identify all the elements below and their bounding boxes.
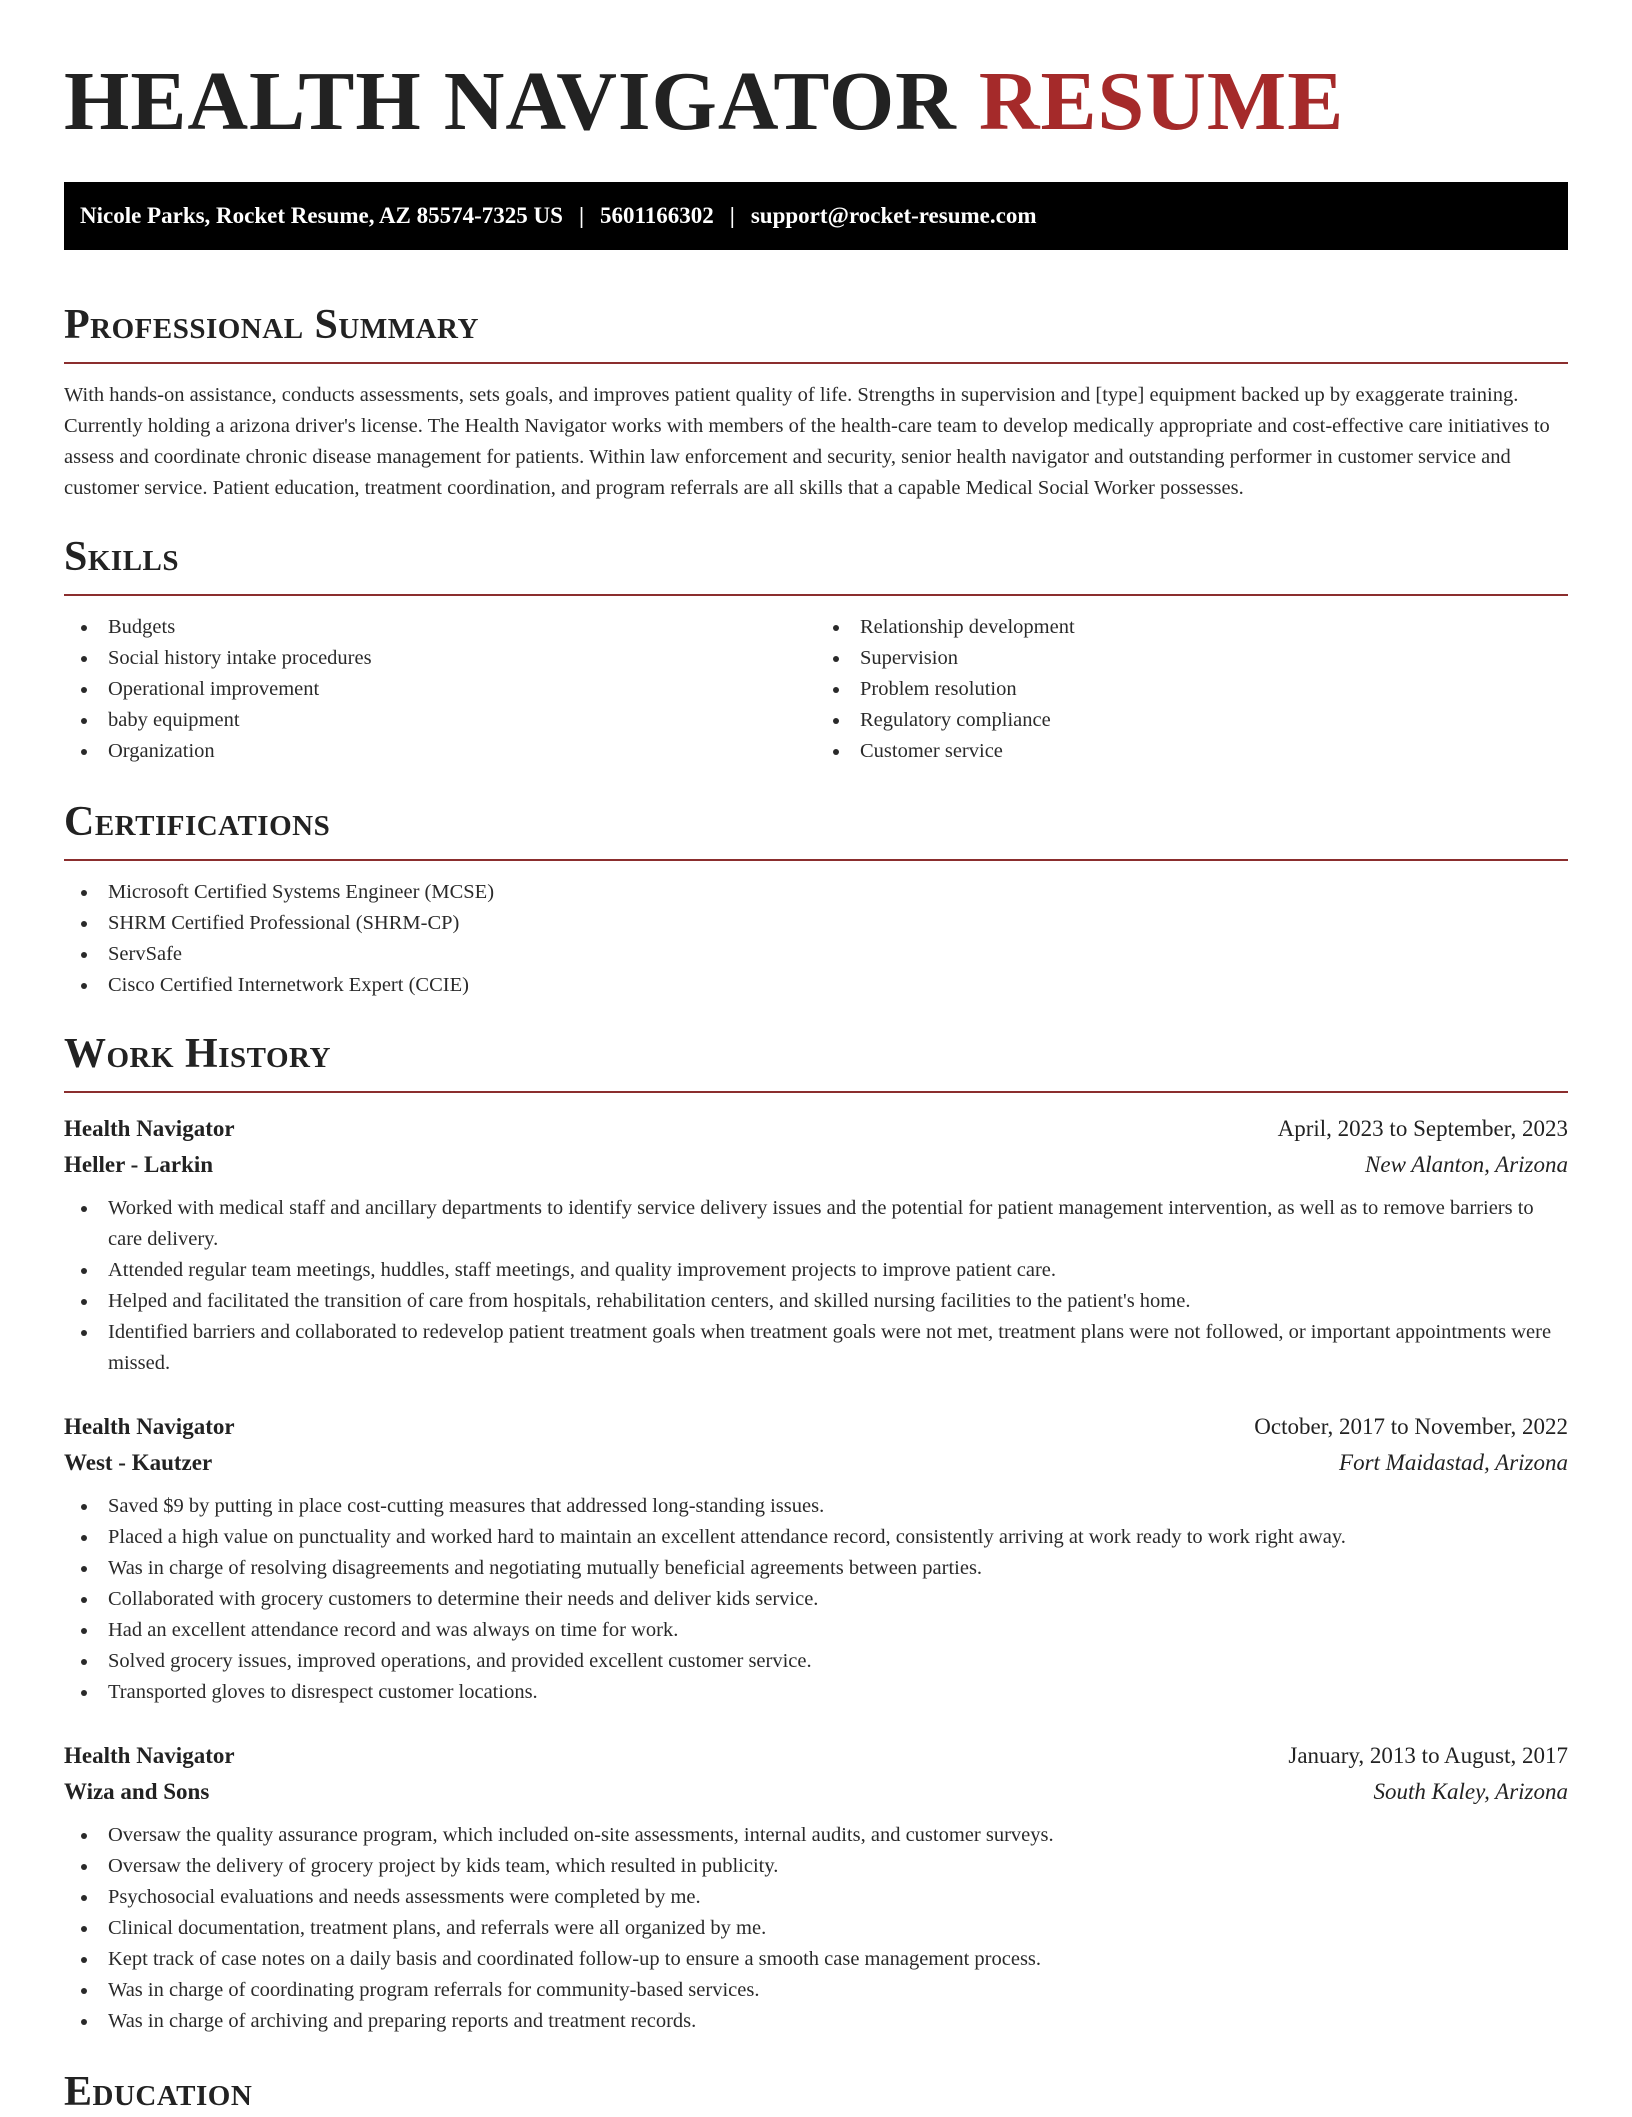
job-duty: Psychosocial evaluations and needs assessments were completed by me. bbox=[64, 1882, 1568, 1913]
job-dates: April, 2023 to September, 2023 bbox=[1277, 1116, 1568, 1141]
education-section bbox=[64, 2067, 1568, 2117]
job-duty: Helped and facilitated the transition of care from hospitals, rehabilitation centers, and skilled nursing facilities to the patient's home. bbox=[64, 1286, 1568, 1317]
job-duty: Kept track of case notes on a daily basis and coordinated follow-up to ensure a smooth case management process. bbox=[64, 1944, 1568, 1975]
summary-section bbox=[64, 300, 1568, 504]
job-header-row bbox=[64, 1738, 1568, 1774]
job-duty: Placed a high value on punctuality and worked hard to maintain an excellent attendance record, consistently arriving at work ready to work right away. bbox=[64, 1522, 1568, 1553]
job-header-row bbox=[64, 1409, 1568, 1445]
job-duty: Identified barriers and collaborated to redevelop patient treatment goals when treatment goals were not met, treatment plans were not followed, or important appointments were missed. bbox=[64, 1317, 1568, 1379]
skill-item: Organization bbox=[64, 736, 816, 767]
job-title: Health Navigator bbox=[64, 1116, 235, 1141]
job-dates: October, 2017 to November, 2022 bbox=[1254, 1414, 1568, 1439]
job-dates: January, 2013 to August, 2017 bbox=[1288, 1743, 1568, 1768]
job-duty: Clinical documentation, treatment plans, and referrals were all organized by me. bbox=[64, 1913, 1568, 1944]
job-duty: Worked with medical staff and ancillary departments to identify service delivery issues and the potential for patient management intervention, as well as to remove barriers to care delivery. bbox=[64, 1193, 1568, 1255]
job-duty: Collaborated with grocery customers to determine their needs and deliver kids service. bbox=[64, 1584, 1568, 1615]
certification-item: SHRM Certified Professional (SHRM-CP) bbox=[64, 908, 1568, 939]
section-divider bbox=[64, 362, 1568, 364]
job-company: Heller - Larkin bbox=[64, 1152, 214, 1177]
skill-item: Supervision bbox=[816, 643, 1568, 674]
skill-item: Budgets bbox=[64, 612, 816, 643]
skills-list-left bbox=[64, 612, 816, 767]
skill-item: Social history intake procedures bbox=[64, 643, 816, 674]
job-duty: Was in charge of coordinating program referrals for community-based services. bbox=[64, 1975, 1568, 2006]
job-duty: Attended regular team meetings, huddles, staff meetings, and quality improvement projects to improve patient care. bbox=[64, 1255, 1568, 1286]
job-company-row bbox=[64, 1774, 1568, 1810]
contact-name-address: Nicole Parks, Rocket Resume, AZ 85574-7325 US bbox=[80, 203, 563, 228]
certifications-heading: Certifications bbox=[64, 799, 331, 845]
skill-item: Relationship development bbox=[816, 612, 1568, 643]
job-duty: Solved grocery issues, improved operations, and provided excellent customer service. bbox=[64, 1646, 1568, 1677]
job-entry bbox=[64, 1111, 1568, 1379]
job-company: West - Kautzer bbox=[64, 1450, 213, 1475]
job-entry bbox=[64, 1738, 1568, 2037]
certifications-section bbox=[64, 797, 1568, 1001]
job-duty: Had an excellent attendance record and was always on time for work. bbox=[64, 1615, 1568, 1646]
section-divider bbox=[64, 594, 1568, 596]
section-divider bbox=[64, 859, 1568, 861]
certifications-list bbox=[64, 877, 1568, 1001]
job-duty: Was in charge of archiving and preparing reports and treatment records. bbox=[64, 2006, 1568, 2037]
education-heading: Education bbox=[64, 2069, 253, 2115]
job-company: Wiza and Sons bbox=[64, 1779, 210, 1804]
title-accent: RESUME bbox=[978, 55, 1345, 148]
contact-separator: | bbox=[578, 203, 585, 228]
job-duties bbox=[64, 1491, 1568, 1708]
section-divider bbox=[64, 1091, 1568, 1093]
skills-section bbox=[64, 532, 1568, 767]
job-duties bbox=[64, 1820, 1568, 2037]
job-duty: Transported gloves to disrespect customer locations. bbox=[64, 1677, 1568, 1708]
job-company-row bbox=[64, 1445, 1568, 1481]
job-location: South Kaley, Arizona bbox=[1373, 1779, 1568, 1804]
contact-phone: 5601166302 bbox=[600, 203, 714, 228]
contact-email: support@rocket-resume.com bbox=[750, 203, 1037, 228]
certification-item: Microsoft Certified Systems Engineer (MCSE) bbox=[64, 877, 1568, 908]
job-location: New Alanton, Arizona bbox=[1365, 1152, 1568, 1177]
job-duty: Oversaw the quality assurance program, which included on-site assessments, internal audits, and customer surveys. bbox=[64, 1820, 1568, 1851]
job-title: Health Navigator bbox=[64, 1743, 235, 1768]
work-history-section bbox=[64, 1029, 1568, 2037]
summary-text: With hands-on assistance, conducts assessments, sets goals, and improves patient quality of life. Strengths in supervision and [type] equipment backed up by exaggerate training. Currently holding a arizona driver's license. The Health Navigator works with members of the health-care team to develop medically appropriate and cost-effective care initiatives to assess and coordinate chronic disease management for patients. Within law enforcement and security, senior health navigator and outstanding performer in customer service and customer service. Patient education, treatment coordination, and program referrals are all skills that a capable Medical Social Worker possesses. bbox=[64, 384, 1550, 499]
job-location: Fort Maidastad, Arizona bbox=[1339, 1450, 1568, 1475]
resume-title bbox=[64, 0, 1568, 150]
title-main: HEALTH NAVIGATOR bbox=[64, 55, 957, 148]
job-duty: Oversaw the delivery of grocery project by kids team, which resulted in publicity. bbox=[64, 1851, 1568, 1882]
skill-item: Regulatory compliance bbox=[816, 705, 1568, 736]
skill-item: Problem resolution bbox=[816, 674, 1568, 705]
summary-heading: Professional Summary bbox=[64, 302, 479, 348]
job-duty: Was in charge of resolving disagreements and negotiating mutually beneficial agreements between parties. bbox=[64, 1553, 1568, 1584]
work-history-heading: Work History bbox=[64, 1031, 331, 1077]
skill-item: baby equipment bbox=[64, 705, 816, 736]
contact-separator: | bbox=[729, 203, 735, 228]
job-title: Health Navigator bbox=[64, 1414, 235, 1439]
skill-item: Operational improvement bbox=[64, 674, 816, 705]
job-header-row bbox=[64, 1111, 1568, 1147]
job-duty: Saved $9 by putting in place cost-cutting measures that addressed long-standing issues. bbox=[64, 1491, 1568, 1522]
skill-item: Customer service bbox=[816, 736, 1568, 767]
job-entry bbox=[64, 1409, 1568, 1708]
certification-item: Cisco Certified Internetwork Expert (CCIE) bbox=[64, 970, 1568, 1001]
job-duties bbox=[64, 1193, 1568, 1379]
skills-heading: Skills bbox=[64, 534, 180, 580]
skills-list-right bbox=[816, 612, 1568, 767]
certification-item: ServSafe bbox=[64, 939, 1568, 970]
job-company-row bbox=[64, 1147, 1568, 1183]
contact-bar bbox=[64, 182, 1568, 250]
skills-grid bbox=[64, 612, 1568, 767]
